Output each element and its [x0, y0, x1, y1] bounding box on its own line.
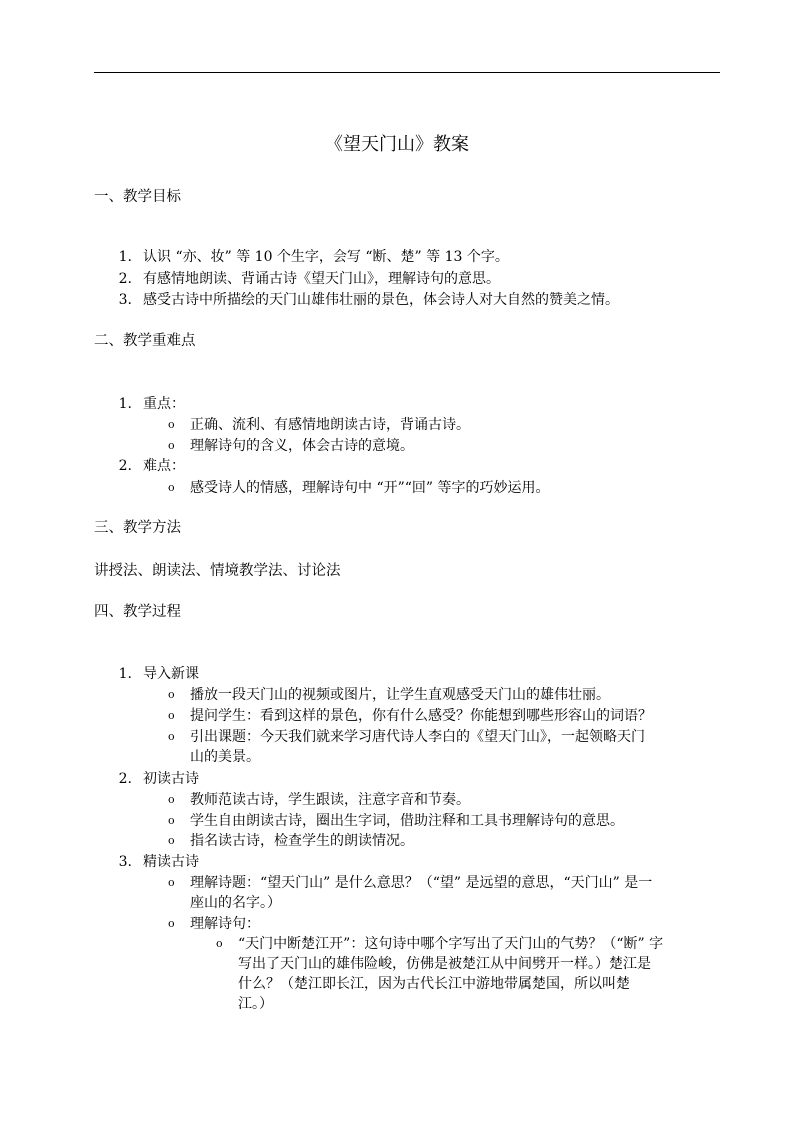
- list-number: 3.: [118, 292, 132, 308]
- sub-item-text: 教师范读古诗，学生跟读，注意字音和节奏。: [190, 792, 470, 808]
- document-title: 《望天门山》教案: [325, 134, 469, 155]
- bullet-icon: o: [216, 937, 223, 950]
- list-number: 2.: [118, 271, 132, 287]
- list-item-text: 初读古诗: [143, 771, 199, 787]
- sub-sub-item-text-continued: 写出了天门山的雄伟险峻，仿佛是被楚江从中间劈开一样。）楚江是: [238, 956, 651, 972]
- section-heading-key-points: 二、教学重难点: [94, 333, 196, 349]
- bullet-icon: o: [168, 418, 175, 431]
- sub-sub-item-text: “天门中断楚江开”：这句诗中哪个字写出了天门山的气势？（“断” 字: [238, 936, 664, 952]
- section-heading-process: 四、教学过程: [94, 604, 181, 620]
- bullet-icon: o: [168, 439, 175, 452]
- sub-item-text: 播放一段天门山的视频或图片，让学生直观感受天门山的雄伟壮丽。: [190, 687, 610, 703]
- sub-item-text: 提问学生：看到这样的景色，你有什么感受？你能想到哪些形容山的词语？: [190, 708, 652, 724]
- section-heading-goals: 一、教学目标: [94, 189, 181, 205]
- list-item-text: 有感情地朗读、背诵古诗《望天门山》，理解诗句的意思。: [143, 271, 500, 287]
- list-item-text: 精读古诗: [143, 854, 199, 870]
- bullet-icon: o: [168, 876, 175, 889]
- list-number: 1.: [118, 396, 132, 412]
- sub-item-text: 正确、流利、有感情地朗读古诗，背诵古诗。: [190, 417, 470, 433]
- bullet-icon: o: [168, 709, 175, 722]
- sub-item-text: 理解诗句的含义，体会古诗的意境。: [190, 438, 414, 454]
- list-number: 2.: [118, 458, 132, 474]
- sub-sub-item-text-continued: 什么？（楚江即长江，因为古代长江中游地带属楚国，所以叫楚: [238, 976, 630, 992]
- list-item-text: 感受古诗中所描绘的天门山雄伟壮丽的景色，体会诗人对大自然的赞美之情。: [143, 292, 619, 308]
- sub-item-text: 感受诗人的情感，理解诗句中 “开”“回” 等字的巧妙运用。: [190, 480, 550, 496]
- bullet-icon: o: [168, 834, 175, 847]
- sub-item-text: 学生自由朗读古诗，圈出生字词，借助注释和工具书理解诗句的意思。: [190, 813, 624, 829]
- header-rule: [94, 72, 720, 73]
- bullet-icon: o: [168, 793, 175, 806]
- list-item-text: 认识 “亦、妆” 等 10 个生字，会写 “断、楚” 等 13 个字。: [143, 249, 509, 265]
- section-heading-methods: 三、教学方法: [94, 520, 181, 536]
- list-number: 3.: [118, 854, 132, 870]
- bullet-icon: o: [168, 688, 175, 701]
- bullet-icon: o: [168, 481, 175, 494]
- sub-item-text-continued: 山的美景。: [190, 749, 260, 765]
- sub-item-text-continued: 座山的名字。）: [190, 895, 281, 911]
- list-item-text: 重点：: [143, 396, 185, 412]
- sub-item-text: 理解诗题：“望天门山” 是什么意思？（“望” 是远望的意思，“天门山” 是一: [190, 875, 653, 891]
- bullet-icon: o: [168, 917, 175, 930]
- list-number: 2.: [118, 771, 132, 787]
- sub-item-text: 理解诗句：: [190, 916, 260, 932]
- sub-item-text: 指名读古诗，检查学生的朗读情况。: [190, 833, 414, 849]
- sub-item-text: 引出课题：今天我们就来学习唐代诗人李白的《望天门山》，一起领略天门: [190, 729, 645, 745]
- list-item-text: 导入新课: [143, 666, 199, 682]
- sub-sub-item-text-continued: 江。）: [238, 996, 273, 1012]
- list-number: 1.: [118, 666, 132, 682]
- methods-paragraph: 讲授法、朗读法、情境教学法、讨论法: [94, 563, 341, 579]
- list-number: 1.: [118, 249, 132, 265]
- bullet-icon: o: [168, 730, 175, 743]
- list-item-text: 难点：: [143, 458, 185, 474]
- bullet-icon: o: [168, 814, 175, 827]
